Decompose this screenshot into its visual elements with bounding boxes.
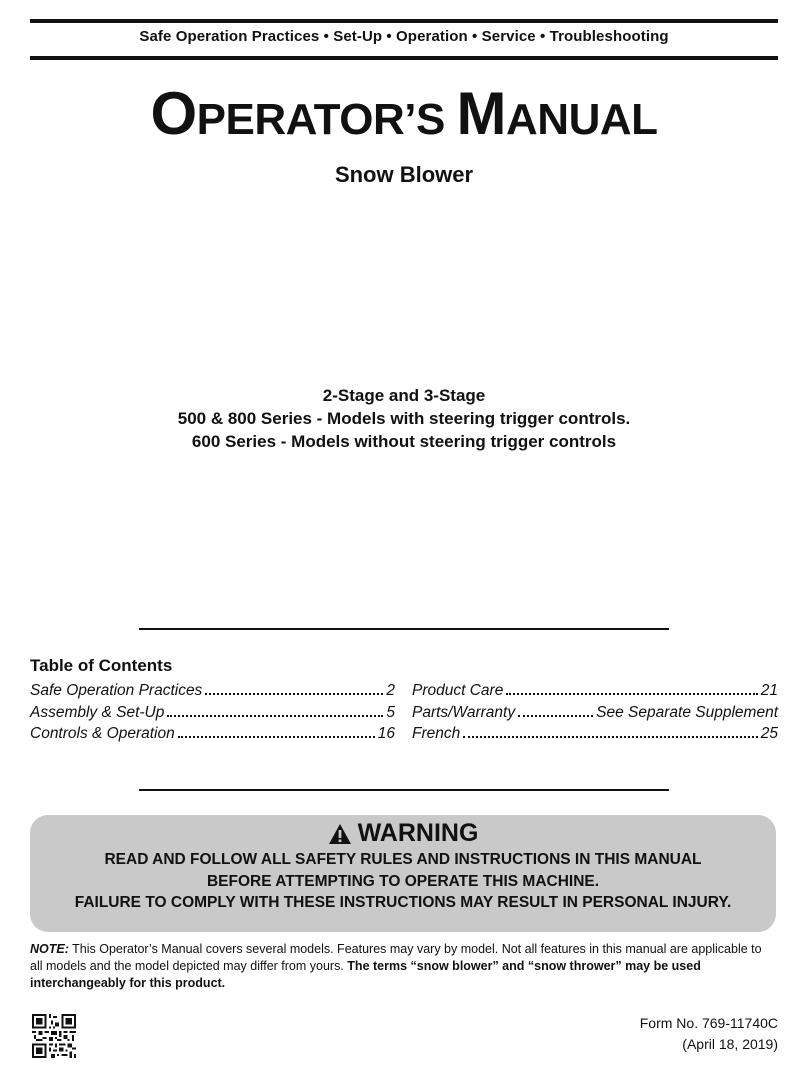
toc-right-column	[412, 680, 778, 745]
model-description	[0, 384, 808, 453]
toc-entry[interactable]	[30, 702, 395, 724]
toc-entry-label: Product Care	[412, 682, 504, 699]
toc-leader	[178, 736, 375, 738]
toc-entry-label: French	[412, 725, 461, 742]
warning-line-1: READ AND FOLLOW ALL SAFETY RULES AND INSTRUCTIONS IN THIS MANUAL	[104, 851, 702, 868]
form-number: Form No. 769-11740C	[639, 1015, 778, 1031]
divider	[139, 628, 669, 630]
note-bold: The terms “snow blower” and “snow thrower” may be used interchangeably for this product.	[30, 959, 701, 990]
toc-leader	[205, 693, 383, 695]
toc-leader	[506, 693, 757, 695]
model-line-3: 600 Series - Models without steering trigger controls	[191, 432, 617, 451]
toc-leader	[518, 715, 593, 717]
model-line-2: 500 & 800 Series - Models with steering trigger controls.	[177, 409, 631, 428]
toc-entry-page: 5	[386, 703, 395, 721]
toc-entry-page: 25	[760, 725, 778, 742]
toc-entry[interactable]	[412, 680, 778, 702]
toc-title: Table of Contents	[30, 656, 173, 675]
toc-entry-label: Safe Operation Practices	[30, 682, 203, 699]
page-title	[0, 80, 808, 154]
model-line-1: 2-Stage and 3-Stage	[322, 386, 486, 405]
toc-entry-page: 2	[386, 682, 395, 699]
warning-text	[30, 849, 776, 914]
form-number-block	[640, 1013, 778, 1055]
toc-entry[interactable]	[30, 680, 395, 702]
qr-code-icon	[32, 1014, 76, 1058]
warning-heading	[30, 819, 776, 848]
warning-heading-text: WARNING	[357, 819, 479, 847]
top-rule	[30, 19, 778, 23]
form-date: (April 18, 2019)	[682, 1036, 778, 1052]
warning-line-2: BEFORE ATTEMPTING TO OPERATE THIS MACHINE.	[206, 872, 600, 890]
note-lead: NOTE:	[30, 942, 69, 956]
warning-line-3: FAILURE TO COMPLY WITH THESE INSTRUCTIONS MAY RESULT IN PERSONAL INJURY.	[74, 894, 732, 911]
toc-entry-label: Assembly & Set-Up	[30, 703, 165, 721]
header-strip: Safe Operation Practices • Set-Up • Operation • Service • Troubleshooting	[139, 28, 669, 45]
toc-entry[interactable]	[412, 723, 778, 745]
warning-box	[30, 815, 776, 932]
title-anual: ANUAL	[506, 95, 658, 144]
divider	[139, 789, 669, 791]
toc-entry-label: Parts/Warranty	[412, 703, 516, 721]
toc-entry-page: 21	[760, 682, 778, 699]
page-subtitle: Snow Blower	[334, 162, 474, 187]
note-paragraph	[30, 941, 775, 992]
title-initial-m: M	[456, 80, 507, 147]
toc-entry-page: See Separate Supplement	[596, 703, 778, 721]
toc-leader	[167, 715, 383, 717]
toc-leader	[463, 736, 758, 738]
toc-entry[interactable]	[412, 702, 778, 724]
toc-entry[interactable]	[30, 723, 395, 745]
title-perator: PERATOR’S	[196, 95, 457, 144]
header-rule	[30, 56, 778, 60]
toc-entry-label: Controls & Operation	[30, 725, 175, 742]
toc-left-column	[30, 680, 395, 745]
toc-entry-page: 16	[377, 725, 395, 742]
warning-triangle-icon	[328, 823, 352, 845]
title-initial-o: O	[150, 80, 197, 147]
note-body: This Operator’s Manual covers several models. Features may vary by model. Not all features in this manual are applicable to all models and the model depicted may differ from yours.	[30, 942, 762, 973]
